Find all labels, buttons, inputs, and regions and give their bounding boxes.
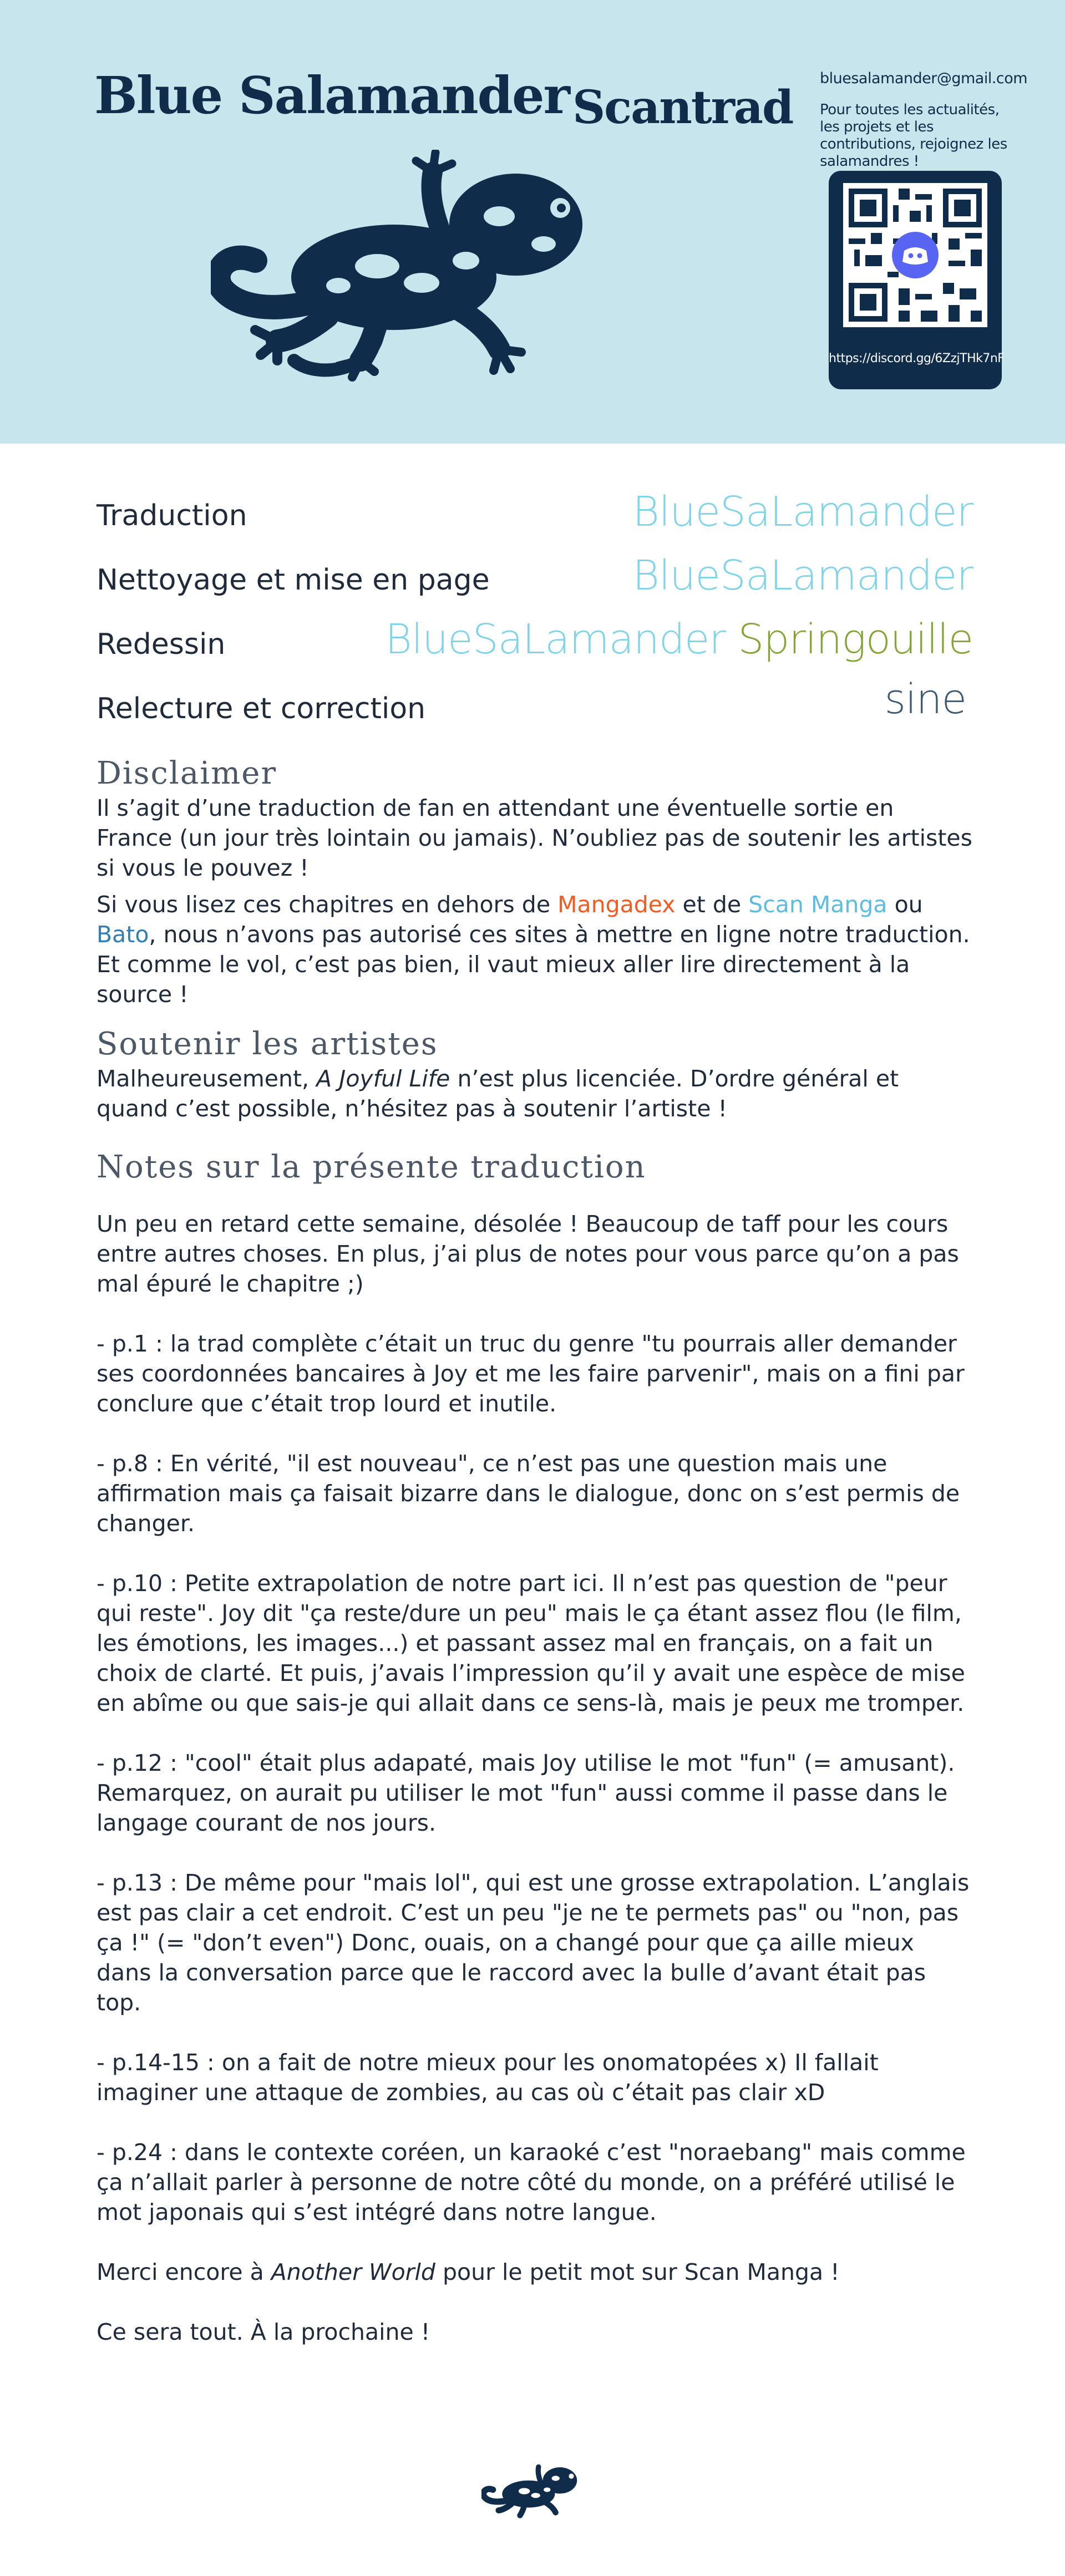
work-title: A Joyful Life: [316, 1065, 450, 1092]
disclaimer-paragraph-2: [97, 890, 973, 1009]
text-run: ou: [887, 891, 923, 918]
mangadex-link[interactable]: Mangadex: [557, 891, 676, 918]
support-title: Soutenir les artistes: [97, 1026, 438, 1062]
credit-names-cleaning: [632, 552, 973, 599]
brand-sub: Scantrad: [572, 81, 793, 134]
thanks-paragraph: [97, 2257, 973, 2287]
scan-manga-link[interactable]: Scan Manga: [748, 891, 888, 918]
brand-title: [94, 65, 793, 134]
contact-invite: Pour toutes les actualités, les projets et les contributions, rejoignez les salamandres !: [820, 101, 1007, 170]
bato-link[interactable]: Bato: [97, 921, 149, 948]
credit-role-proofreading: Relecture et correction: [97, 692, 426, 725]
text-run: n’est plus licenciée. D’ordre général et quand c’est possible, n’hésitez pas à soutenir l’artiste !: [97, 1065, 899, 1122]
header-banner: [0, 0, 1065, 444]
note-item: - p.13 : De même pour "mais lol", qui est une grosse extrapolation. L’anglais est pas clair a cet endroit. C’est un peu "je ne te permets pas" ou "non, pas ça !" (= "don’t even") Donc, ouais, on a changé pour que ça aille mieux dans la conversation parce que le raccord avec la bulle d’avant était pas top.: [97, 1869, 970, 2016]
credit-name: BlueSaLamander: [632, 552, 973, 599]
note-item: - p.10 : Petite extrapolation de notre part ici. Il n’est pas question de "peur qui reste". Joy dit "ça reste/dure un peu" mais le ça étant assez flou (le film, les émotions, les images...) et passant assez mal en français, on a fait un choix de clarté. Et puis, j’avais l’impression qu’il y avait une espèce de mise en abîme ou que sais-je qui allait dans ce sens-là, mais je peux me tromper.: [97, 1570, 965, 1716]
text-run: Si vous lisez ces chapitres en dehors de: [97, 891, 558, 918]
credit-name: sine: [884, 675, 966, 723]
note-item: - p.1 : la trad complète c’était un truc du genre "tu pourrais aller demander ses coordonnées bancaires à Joy et me les faire parvenir", mais on a fini par conclure que c’était trop lourd et inutile.: [97, 1330, 965, 1417]
note-item: - p.24 : dans le contexte coréen, un karaoké c’est "noraebang" mais comme ça n’allait parler à personne de notre côté du monde, on a préféré utilisé le mot japonais qui s’est intégré dans notre langue.: [97, 2139, 966, 2226]
salamander-logo-icon: [211, 150, 599, 383]
text-run: Merci encore à: [97, 2259, 271, 2285]
main-content: [97, 754, 973, 2347]
credit-names-proofreading: [884, 675, 966, 723]
note-item: - p.14-15 : on a fait de notre mieux pour les onomatopées x) Il fallait imaginer une attaque de zombies, au cas où c’était pas clair xD: [97, 2049, 879, 2106]
brand-main: Blue Salamander: [94, 65, 569, 125]
disclaimer-title: Disclaimer: [97, 755, 277, 791]
contact-email[interactable]: bluesalamander@gmail.com: [820, 70, 1028, 87]
text-run: et de: [675, 891, 749, 918]
qr-code-icon: [843, 183, 987, 327]
text-run: , nous n’avons pas autorisé ces sites à mettre en ligne notre traduction. Et comme le vol, c’est pas bien, il vaut mieux aller lire directement à la source !: [97, 921, 970, 1008]
salamander-footer-icon: [481, 2458, 581, 2524]
credit-name: BlueSaLamander: [632, 488, 973, 536]
credit-role-translation: Traduction: [97, 499, 247, 532]
note-item: - p.8 : En vérité, "il est nouveau", ce n’est pas une question mais une affirmation mais ça faisait bizarre dans le dialogue, donc on s’est permis de changer.: [97, 1450, 960, 1537]
credit-names-translation: [632, 488, 973, 536]
credit-name: BlueSaLamander: [385, 616, 726, 663]
qr-pattern: [843, 183, 987, 327]
text-run: pour le petit mot sur Scan Manga !: [435, 2259, 840, 2285]
outro-paragraph: Ce sera tout. À la prochaine !: [97, 2319, 430, 2345]
notes-title: Notes sur la présente traduction: [97, 1149, 646, 1185]
notes-intro: Un peu en retard cette semaine, désolée ! Beaucoup de taff pour les cours entre autres choses. En plus, j’ai plus de notes pour vous parce qu’on a pas mal épuré le chapitre ;): [97, 1211, 959, 1297]
note-item: - p.12 : "cool" était plus adapaté, mais Joy utilise le mot "fun" (= amusant). Remarquez, on aurait pu utiliser le mot "fun" aussi comme il passe dans le langage courant de nos jours.: [97, 1750, 955, 1836]
credit-role-redraw: Redessin: [97, 628, 226, 661]
disclaimer-paragraph-1: Il s’agit d’une traduction de fan en attendant une éventuelle sortie en France (un jour très lointain ou jamais). N’oubliez pas de soutenir les artistes si vous le pouvez !: [97, 795, 972, 881]
credit-name: Springouille: [738, 616, 973, 663]
text-run: Malheureusement,: [97, 1065, 317, 1092]
credit-names-redraw: [385, 616, 973, 663]
discord-link[interactable]: https://discord.gg/6ZzjTHk7nF: [829, 352, 1005, 365]
thanks-title: Another World: [271, 2259, 435, 2285]
support-paragraph: [97, 1064, 973, 1124]
contact-block: [820, 70, 1028, 170]
discord-qr-card[interactable]: [829, 171, 1005, 389]
credit-role-cleaning: Nettoyage et mise en page: [97, 563, 490, 597]
